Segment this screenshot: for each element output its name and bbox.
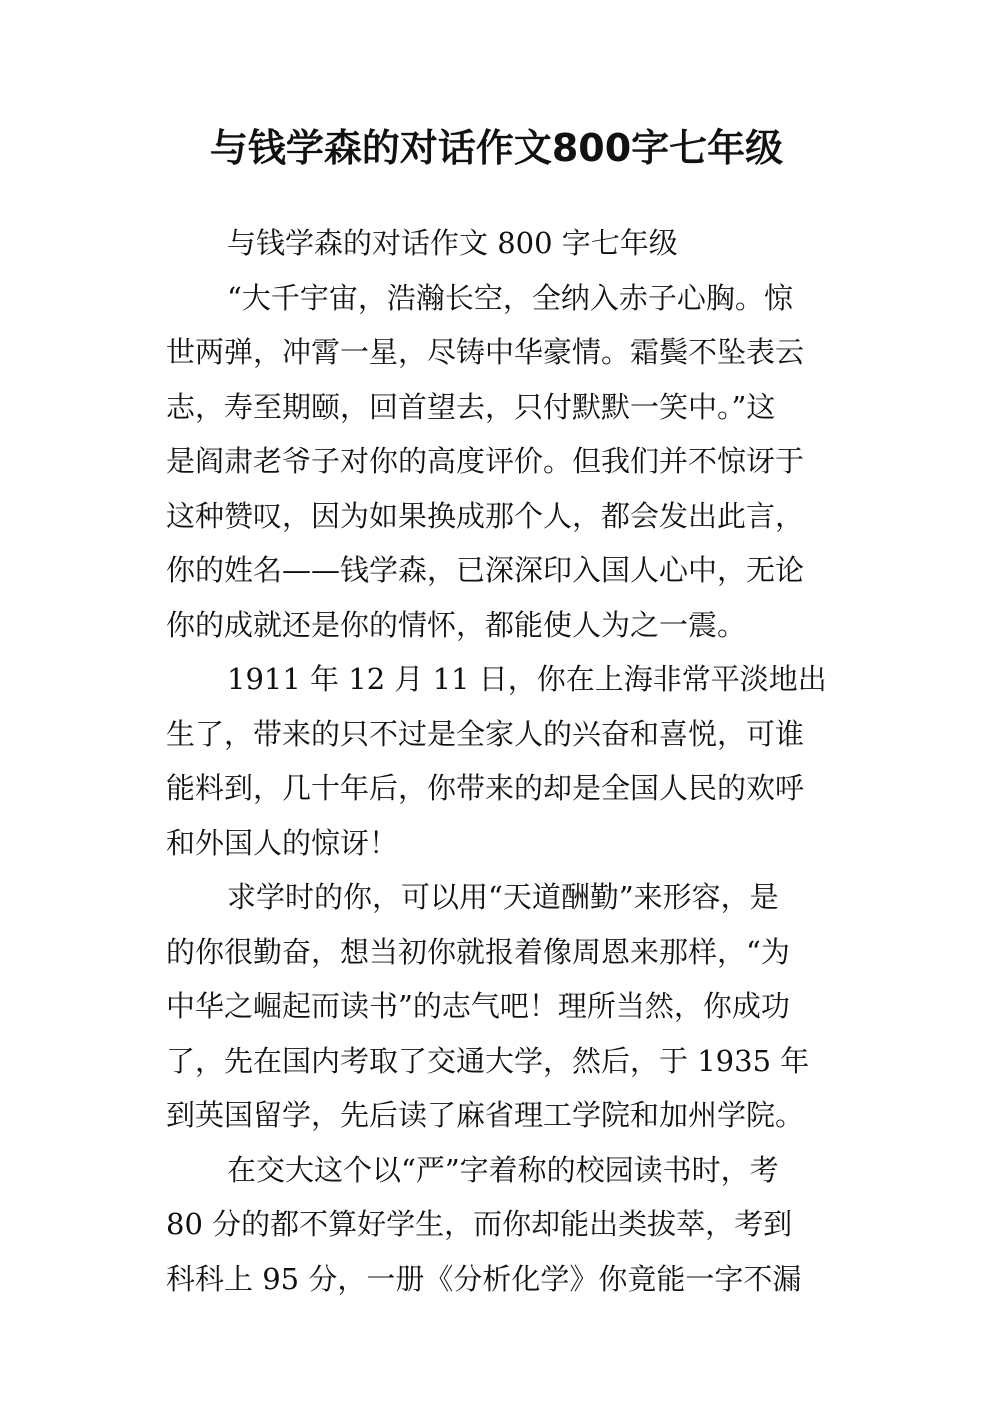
paragraph-birth	[166, 652, 828, 870]
text-line: 了，先在国内考取了交通大学，然后，于 1935 年	[166, 1043, 810, 1078]
text-line: 世两弹，冲霄一星，尽铸中华豪情。霜鬓不坠表云	[166, 335, 805, 369]
text-line: 和外国人的惊讶！	[166, 825, 399, 860]
text-line: 与钱学森的对话作文 800 字七年级	[227, 226, 678, 260]
paragraph-study	[166, 870, 828, 1143]
text-line: 志，寿至期颐，回首望去，只付默默一笑中。”这	[166, 389, 776, 424]
text-line: “大千宇宙，浩瀚长空，全纳入赤子心胸。惊	[227, 280, 793, 315]
text-line: 这种赞叹，因为如果换成那个人，都会发出此言，	[166, 498, 805, 533]
text-line: 在交大这个以“严”字着称的校园读书时，考	[227, 1152, 779, 1187]
document-body	[166, 216, 828, 1306]
text-line: 到英国留学，先后读了麻省理工学院和加州学院。	[166, 1098, 805, 1132]
text-line: 你的姓名——钱学森，已深深印入国人心中，无论	[166, 553, 805, 587]
text-line: 1911 年 12 月 11 日，你在上海非常平淡地出	[227, 662, 827, 696]
text-line: 科科上 95 分，一册《分析化学》你竟能一字不漏	[166, 1261, 802, 1296]
text-line: 你的成就还是你的情怀，都能使人为之一震。	[166, 607, 747, 642]
paragraph-heading-repeat	[166, 216, 828, 271]
text-line: 的你很勤奋，想当初你就报着像周恩来那样，“为	[166, 934, 790, 969]
document-title: 与钱学森的对话作文800字七年级	[209, 126, 784, 170]
text-line: 能料到，几十年后，你带来的却是全国人民的欢呼	[166, 771, 805, 805]
text-line: 是阎肃老爷子对你的高度评价。但我们并不惊讶于	[166, 444, 805, 478]
text-line: 中华之崛起而读书”的志气吧！理所当然，你成功	[166, 989, 790, 1023]
text-line: 求学时的你，可以用“天道酬勤”来形容，是	[227, 880, 779, 914]
text-line: 生了，带来的只不过是全家人的兴奋和喜悦，可谁	[166, 716, 805, 751]
text-line: 80 分的都不算好学生，而你却能出类拔萃，考到	[166, 1207, 793, 1241]
paragraph-intro	[166, 271, 828, 653]
paragraph-jiaotong	[166, 1143, 828, 1307]
